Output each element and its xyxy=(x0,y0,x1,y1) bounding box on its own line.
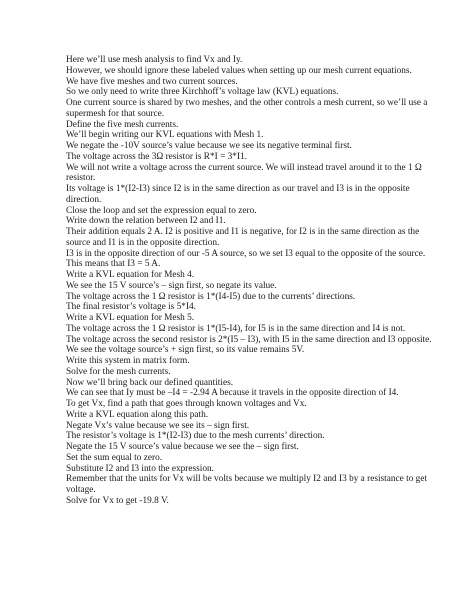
document-line: We will not write a voltage across the current source. We will instead travel around it to the 1 Ω resistor. xyxy=(66,162,422,184)
document-line: Close the loop and set the expression equal to zero. xyxy=(66,205,257,216)
document-line: Substitute I2 and I3 into the expression. xyxy=(66,463,214,474)
document-line: Their addition equals 2 A. I2 is positive and I1 is negative, for I2 is in the same direction as the source and I1 is in the opposite direction. xyxy=(66,227,420,248)
document-line: Write this system in matrix form. xyxy=(66,356,190,366)
document-line: Negate the 15 V source’s value because we see the – sign first. xyxy=(66,442,299,452)
document-line: The voltage across the 1 Ω resistor is 1*(I5-I4), for I5 is in the same direction and I4 is not. xyxy=(66,323,406,334)
document-line: We have five meshes and two current sources. xyxy=(66,76,238,87)
document-line: Its voltage is 1*(I2-I3) since I2 is in the same direction as our travel and I3 is in the opposite direction. xyxy=(66,184,410,205)
document-line: Write a KVL equation for Mesh 4. xyxy=(66,270,195,280)
document-line: To get Vx, find a path that goes through known voltages and Vx. xyxy=(66,399,307,409)
document-line: Write a KVL equation along this path. xyxy=(66,409,209,420)
document-body xyxy=(66,55,438,507)
document-line: We see the 15 V source’s – sign first, so negate its value. xyxy=(66,280,277,291)
document-line: The final resistor’s voltage is 5*I4. xyxy=(66,302,196,313)
document-line: The voltage across the 1 Ω resistor is 1*(I4-I5) due to the currents’ directions. xyxy=(66,291,356,302)
document-line: We’ll begin writing our KVL equations with Mesh 1. xyxy=(66,130,264,141)
document-line: So we only need to write three Kirchhoff’s voltage law (KVL) equations. xyxy=(66,87,339,98)
document-line: Solve for the mesh currents. xyxy=(66,366,171,377)
document-line: Here we’ll use mesh analysis to find Vx and Iy. xyxy=(66,55,243,65)
document-line: Write down the relation between I2 and I1. xyxy=(66,216,226,227)
document-line: I3 is in the opposite direction of our -5 A source, so we set I3 equal to the opposite of the source. This means that I3 = 5 A. xyxy=(66,248,426,270)
document-line: Now we’ll bring back our defined quantities. xyxy=(66,377,234,388)
document-line: We negate the -10V source’s value because we see its negative terminal first. xyxy=(66,141,352,151)
document-line: The voltage across the 3Ω resistor is R*I = 3*I1. xyxy=(66,151,248,162)
document-line: Solve for Vx to get -19.8 V. xyxy=(66,495,169,506)
document-line: We can see that Iy must be –I4 = -2.94 A because it travels in the opposite direction of I4. xyxy=(66,388,399,399)
document-line: The resistor’s voltage is 1*(I2-I3) due to the mesh currents’ direction. xyxy=(66,431,325,442)
document-line: Set the sum equal to zero. xyxy=(66,452,163,463)
document-line: The voltage across the second resistor is 2*(I5 – I3), with I5 in the same direction and I3 opposite. xyxy=(66,334,432,345)
document-line: Define the five mesh currents. xyxy=(66,119,179,130)
document-line: Negate Vx’s value because we see its – sign first. xyxy=(66,420,250,431)
document-line: One current source is shared by two meshes, and the other controls a mesh current, so we’ll use a supermesh for that source. xyxy=(66,98,428,119)
document-line: Write a KVL equation for Mesh 5. xyxy=(66,313,195,323)
document-line: Remember that the units for Vx will be volts because we multiply I2 and I3 by a resistance to get voltage. xyxy=(66,474,428,495)
document-line: However, we should ignore these labeled values when setting up our mesh current equations. xyxy=(66,65,412,76)
document-line: We see the voltage source’s + sign first, so its value remains 5V. xyxy=(66,345,305,356)
